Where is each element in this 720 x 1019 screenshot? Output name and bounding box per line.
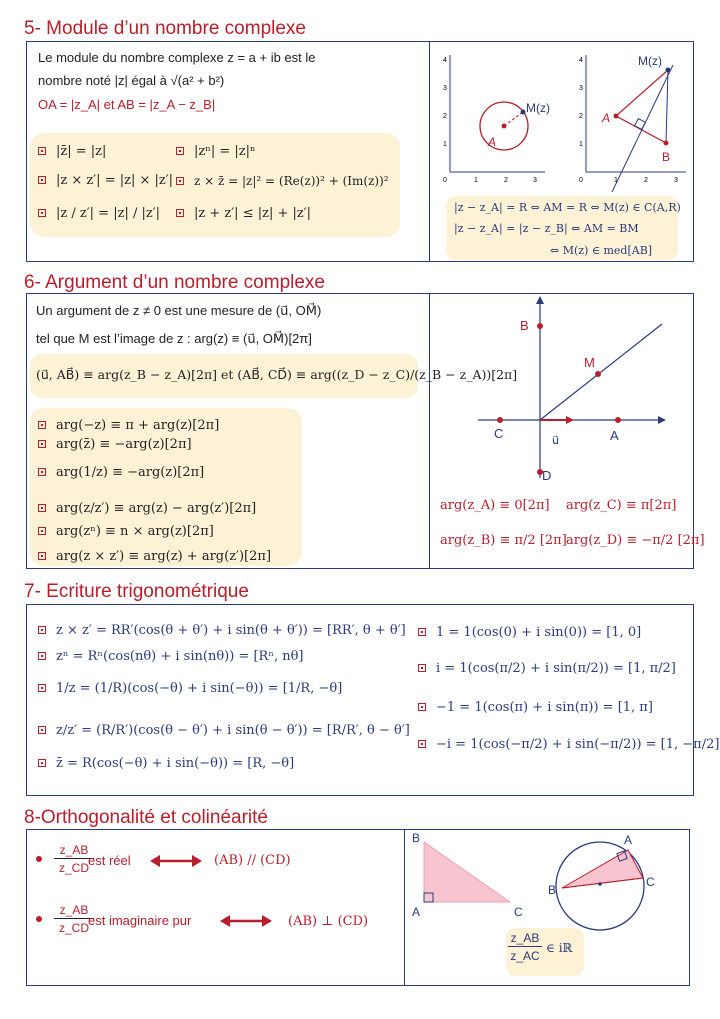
right-triangle-figure <box>410 832 530 920</box>
label-M: M(z) <box>526 101 550 115</box>
bullet-icon <box>38 504 46 512</box>
intro-line: tel que M est l’image de z : arg(z) ≡ (u⃗, OM⃗)[2π] <box>36 331 312 346</box>
svg-text:2: 2 <box>443 113 447 120</box>
bullet-dot <box>36 912 50 930</box>
intro-line: Le module du nombre complexe z = a + ib est le <box>38 50 316 65</box>
svg-text:2: 2 <box>644 177 648 184</box>
label-B: B <box>520 318 529 333</box>
rule-line: |z − z_A| = R ⇔ AM = R ⇔ M(z) ∈ C(A,R) <box>454 201 681 214</box>
fraction-numerator: z_AB <box>54 842 94 859</box>
arg-value: arg(z_C) ≡ π[2π] <box>566 498 677 513</box>
label-M: M(z) <box>638 54 662 68</box>
intro-line: OA = |z_A| et AB = |z_A − z_B| <box>38 97 216 112</box>
argument-figure <box>470 296 670 486</box>
label-B: B <box>412 831 421 845</box>
bullet-icon <box>38 726 46 734</box>
divider <box>429 294 430 568</box>
label-D: D <box>542 468 552 483</box>
label-A: A <box>412 905 421 919</box>
bullet-icon <box>36 916 42 922</box>
intro-line: nombre noté |z| égal à √(a² + b²) <box>38 73 225 88</box>
bullet-icon <box>38 468 46 476</box>
section-7-title: 7- Ecriture trigonométrique <box>24 581 249 602</box>
formula-line: −1 = 1(cos(π) + i sin(π)) = [1, π] <box>418 699 653 717</box>
bullet-icon <box>176 177 184 185</box>
formula-line: zⁿ = Rⁿ(cos(nθ) + i sin(nθ)) = [Rⁿ, nθ] <box>38 648 303 666</box>
intro-line: (u⃗, AB⃗) ≡ arg(z_B − z_A)[2π] et (AB⃗, CD⃗) ≡ arg((z_D − z_C)/(z_B − z_A))[2π] <box>36 367 518 382</box>
condition-text: est réel <box>88 853 131 868</box>
bullet-icon <box>418 628 426 636</box>
property-item: |zⁿ| = |z|ⁿ <box>176 143 256 161</box>
property-item: arg(z × z′) ≡ arg(z) + arg(z′)[2π] <box>38 548 271 566</box>
result-text: (AB) ⊥ (CD) <box>288 914 369 929</box>
bullet-icon <box>38 684 46 692</box>
label-C: C <box>494 426 504 441</box>
ratio-tail: ∈ iℝ <box>546 941 573 955</box>
equivalence-arrow-icon <box>150 854 202 868</box>
divider <box>429 42 430 261</box>
label-B: B <box>548 883 557 897</box>
svg-text:4: 4 <box>443 57 447 64</box>
property-item: |z̄| = |z| <box>38 143 106 161</box>
formula-line: z̄ = R(cos(−θ) + i sin(−θ)) = [R, −θ] <box>38 755 294 773</box>
formula-line: −i = 1(cos(−π/2) + i sin(−π/2)) = [1, −π/2] <box>418 736 719 754</box>
fraction-denominator: z_AC <box>510 949 540 963</box>
result-text: (AB) // (CD) <box>214 853 291 868</box>
fraction-denominator: z_CD <box>58 921 89 935</box>
label-A: A <box>602 111 611 125</box>
formula-line: i = 1(cos(π/2) + i sin(π/2)) = [1, π/2] <box>418 660 676 678</box>
svg-text:0: 0 <box>579 177 583 184</box>
property-item: z × z̄ = |z|² = (Re(z))² + (Im(z))² <box>176 172 389 190</box>
bullet-icon <box>38 421 46 429</box>
formula-line: z × z′ = RR′(cos(θ + θ′) + i sin(θ + θ′)) = [RR′, θ + θ′] <box>38 622 406 640</box>
svg-text:1: 1 <box>474 177 478 184</box>
fraction-numerator: z_AB <box>508 930 542 947</box>
section-5-title: 5- Module d’un nombre complexe <box>24 18 306 39</box>
bullet-icon <box>418 664 426 672</box>
mediator-figure <box>576 50 688 195</box>
bullet-icon <box>38 626 46 634</box>
bullet-icon <box>176 147 184 155</box>
fraction-denominator: z_CD <box>58 861 89 875</box>
condition-text: est imaginaire pur <box>88 913 192 928</box>
bullet-dot <box>36 852 50 870</box>
property-item: |z + z′| ≤ |z| + |z′| <box>176 205 311 223</box>
label-u: u⃗ <box>552 435 559 447</box>
label-C: C <box>514 905 523 919</box>
rule-line: ⇔ M(z) ∈ med[AB] <box>550 244 653 257</box>
bullet-icon <box>38 552 46 560</box>
bullet-icon <box>38 652 46 660</box>
intro-line: Un argument de z ≠ 0 est une mesure de (u⃗, OM⃗) <box>36 303 322 318</box>
circle-figure <box>440 50 550 190</box>
label-A: A <box>624 833 633 847</box>
bullet-icon <box>176 209 184 217</box>
label-B: B <box>662 150 671 164</box>
formula-line: 1/z = (1/R)(cos(−θ) + i sin(−θ)) = [1/R, −θ] <box>38 680 342 698</box>
bullet-icon <box>38 209 46 217</box>
formula-line: z/z′ = (R/R′)(cos(θ − θ′) + i sin(θ − θ′)) = [R/R′, θ − θ′] <box>38 722 410 740</box>
svg-text:2: 2 <box>579 113 583 120</box>
svg-text:1: 1 <box>443 141 447 148</box>
bullet-icon <box>38 527 46 535</box>
property-item: arg(1/z) ≡ −arg(z)[2π] <box>38 464 204 482</box>
svg-text:3: 3 <box>674 177 678 184</box>
rule-line: |z − z_A| = |z − z_B| ⇔ AM = BM <box>454 222 639 235</box>
svg-text:1: 1 <box>614 177 618 184</box>
label-A: A <box>488 135 497 149</box>
bullet-icon <box>418 740 426 748</box>
property-item: |z × z′| = |z| × |z′| <box>38 172 173 190</box>
formula-line: 1 = 1(cos(0) + i sin(0)) = [1, 0] <box>418 624 641 642</box>
label-C: C <box>646 875 655 889</box>
svg-text:0: 0 <box>443 177 447 184</box>
svg-text:3: 3 <box>579 85 583 92</box>
label-M: M <box>584 355 595 370</box>
svg-text:1: 1 <box>579 141 583 148</box>
property-item: arg(z/z′) ≡ arg(z) − arg(z′)[2π] <box>38 500 256 518</box>
property-item: |z / z′| = |z| / |z′| <box>38 205 160 223</box>
label-A: A <box>610 428 619 443</box>
property-item: arg(zⁿ) ≡ n × arg(z)[2π] <box>38 523 214 541</box>
section-6-title: 6- Argument d’un nombre complexe <box>24 272 325 293</box>
arg-value: arg(z_D) ≡ −π/2 [2π] <box>566 533 705 548</box>
svg-text:3: 3 <box>443 85 447 92</box>
bullet-icon <box>38 440 46 448</box>
divider <box>404 830 405 985</box>
arg-value: arg(z_B) ≡ π/2 [2π] <box>440 533 567 548</box>
bullet-icon <box>418 703 426 711</box>
section-8-title: 8-Orthogonalité et colinéarité <box>24 807 268 828</box>
property-item: arg(z̄) ≡ −arg(z)[2π] <box>38 436 192 454</box>
bullet-icon <box>38 759 46 767</box>
arg-value: arg(z_A) ≡ 0[2π] <box>440 498 550 513</box>
svg-text:2: 2 <box>504 177 508 184</box>
equivalence-arrow-icon <box>220 914 272 928</box>
svg-text:3: 3 <box>533 177 537 184</box>
svg-text:4: 4 <box>579 57 583 64</box>
bullet-icon <box>38 176 46 184</box>
property-item: arg(−z) ≡ π + arg(z)[2π] <box>38 417 219 435</box>
bullet-icon <box>36 856 42 862</box>
fraction-numerator: z_AB <box>54 902 94 919</box>
bullet-icon <box>38 147 46 155</box>
